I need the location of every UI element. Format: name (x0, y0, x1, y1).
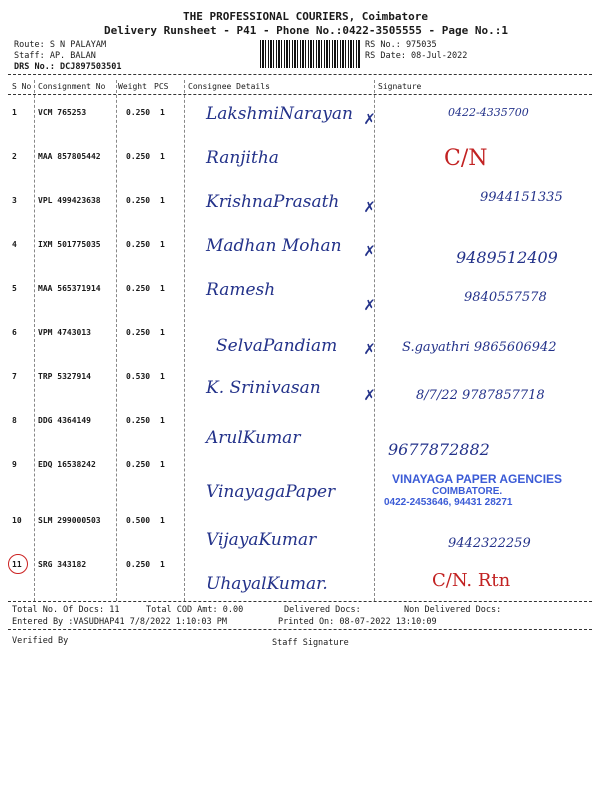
document-subtitle: Delivery Runsheet - P41 - Phone No.:0422-3505555 - Page No.:1 (104, 24, 508, 37)
row-consignment-no: MAA 857805442 (38, 152, 101, 161)
row-signature: 9840557578 (464, 290, 547, 305)
row-highlight-circle (8, 554, 28, 574)
header-divider (8, 74, 592, 75)
row-consignee: Ramesh (206, 280, 276, 300)
table-row (8, 232, 592, 275)
col-signature: Signature (378, 82, 422, 91)
row-pcs: 1 (160, 240, 165, 249)
row-pcs: 1 (160, 372, 165, 381)
row-signature: S.gayathri 9865606942 (402, 340, 557, 355)
row-sno: 5 (12, 284, 17, 293)
row-consignment-no: DDG 4364149 (38, 416, 91, 425)
barcode (260, 40, 360, 68)
row-weight: 0.500 (126, 516, 151, 525)
row-sno: 6 (12, 328, 17, 337)
total-cod: Total COD Amt: 0.00 (146, 605, 244, 615)
printed-on: Printed On: 08-07-2022 13:10:09 (278, 617, 437, 627)
row-weight: 0.250 (126, 416, 151, 425)
row-consignment-no: EDQ 16538242 (38, 460, 96, 469)
col-consignee: Consignee Details (188, 82, 270, 91)
row-weight: 0.250 (126, 152, 151, 161)
row-consignee: UhayalKumar. (206, 574, 328, 594)
row-signature: 9489512409 (456, 248, 558, 267)
row-consignee: K. Srinivasan (206, 378, 321, 398)
row-pcs: 1 (160, 460, 165, 469)
col-weight: Weight (118, 82, 147, 91)
col-pcs: PCS (154, 82, 169, 91)
table-row (8, 408, 592, 459)
delivered-docs: Delivered Docs: (284, 605, 361, 615)
row-weight: 0.530 (126, 372, 151, 381)
row-weight: 0.250 (126, 460, 151, 469)
row-consignment-no: SRG 343182 (38, 560, 87, 569)
staff-signature: Staff Signature (272, 638, 349, 648)
entered-by: Entered By :VASUDHAP41 7/8/2022 1:10:03 PM (12, 617, 227, 627)
row-pcs: 1 (160, 196, 165, 205)
table-row (8, 100, 592, 143)
company-stamp (384, 472, 563, 508)
row-consignment-no: MAA 565371914 (38, 284, 101, 293)
col-sno: S No (12, 82, 32, 91)
row-consignee: Ranjitha (206, 148, 279, 168)
col-consignment: Consignment No (38, 82, 106, 91)
row-pcs: 1 (160, 108, 165, 117)
row-pcs: 1 (160, 416, 165, 425)
signature-mark-icon: ✗ (364, 384, 375, 405)
row-consignee: LakshmiNarayan (206, 104, 353, 124)
table-row (8, 276, 592, 319)
row-weight: 0.250 (126, 284, 151, 293)
non-delivered-docs: Non Delivered Docs: (404, 605, 502, 615)
row-weight: 0.250 (126, 108, 151, 117)
row-sno: 1 (12, 108, 17, 117)
table-row (8, 320, 592, 363)
signature-mark-icon: ✗ (364, 196, 375, 217)
signature-mark-icon: ✗ (364, 294, 375, 315)
row-consignee: VijayaKumar (206, 530, 317, 550)
table-row (8, 364, 592, 407)
total-docs: Total No. Of Docs: 11 (12, 605, 120, 615)
row-consignee: SelvaPandiam (216, 336, 338, 356)
row-sno: 10 (12, 516, 22, 525)
row-consignment-no: VPM 4743013 (38, 328, 91, 337)
row-pcs: 1 (160, 560, 165, 569)
row-sno: 8 (12, 416, 17, 425)
rs-number: RS No.: 975035 (365, 40, 437, 50)
rs-date: RS Date: 08-Jul-2022 (365, 51, 468, 61)
row-weight: 0.250 (126, 560, 151, 569)
document-title: THE PROFESSIONAL COURIERS, Coimbatore (183, 10, 429, 23)
row-consignee: KrishnaPrasath (206, 192, 340, 212)
row-sno: 7 (12, 372, 17, 381)
row-weight: 0.250 (126, 196, 151, 205)
row-weight: 0.250 (126, 328, 151, 337)
row-pcs: 1 (160, 516, 165, 525)
row-sno: 3 (12, 196, 17, 205)
header-row-divider (8, 94, 592, 95)
signature-mark-icon: ✗ (364, 338, 375, 359)
row-sno: 9 (12, 460, 17, 469)
row-signature: 8/7/22 9787857718 (416, 388, 545, 403)
row-signature: 0422-4335700 (448, 106, 529, 119)
stamp-city: COIMBATORE. (432, 486, 503, 497)
footer-divider (8, 601, 592, 602)
row-pcs: 1 (160, 328, 165, 337)
table-row (8, 540, 592, 594)
row-consignment-no: TRP 5327914 (38, 372, 91, 381)
footer-bottom-divider (8, 629, 592, 630)
signature-mark-icon: ✗ (364, 240, 375, 261)
row-signature: 9944151335 (480, 190, 563, 205)
row-consignee: ArulKumar (206, 428, 301, 448)
row-signature: C/N. Rtn (432, 570, 511, 591)
row-signature: C/N (444, 146, 488, 171)
row-sno: 2 (12, 152, 17, 161)
drs-label: DRS No.: DCJ897503501 (14, 62, 122, 72)
stamp-phone: 0422-2453646, 94431 28271 (384, 497, 513, 508)
route-label: Route: S N PALAYAM (14, 40, 107, 50)
row-consignee: VinayagaPaper (206, 482, 336, 502)
row-sno: 11 (12, 560, 22, 569)
row-consignment-no: VCM 765253 (38, 108, 87, 117)
table-row (8, 188, 592, 231)
stamp-name: VINAYAGA PAPER AGENCIES (392, 472, 563, 486)
row-consignment-no: IXM 501775035 (38, 240, 101, 249)
staff-label: Staff: AP. BALAN (14, 51, 96, 61)
row-sno: 4 (12, 240, 17, 249)
row-signature: 9677872882 (388, 440, 490, 459)
row-weight: 0.250 (126, 240, 151, 249)
row-consignee: Madhan Mohan (206, 236, 342, 256)
row-pcs: 1 (160, 152, 165, 161)
row-consignment-no: SLM 299000503 (38, 516, 101, 525)
row-signature: 9442322259 (448, 536, 531, 551)
row-consignment-no: VPL 499423638 (38, 196, 101, 205)
table-row (8, 144, 592, 187)
row-pcs: 1 (160, 284, 165, 293)
signature-mark-icon: ✗ (364, 108, 375, 129)
verified-by: Verified By (12, 636, 69, 646)
